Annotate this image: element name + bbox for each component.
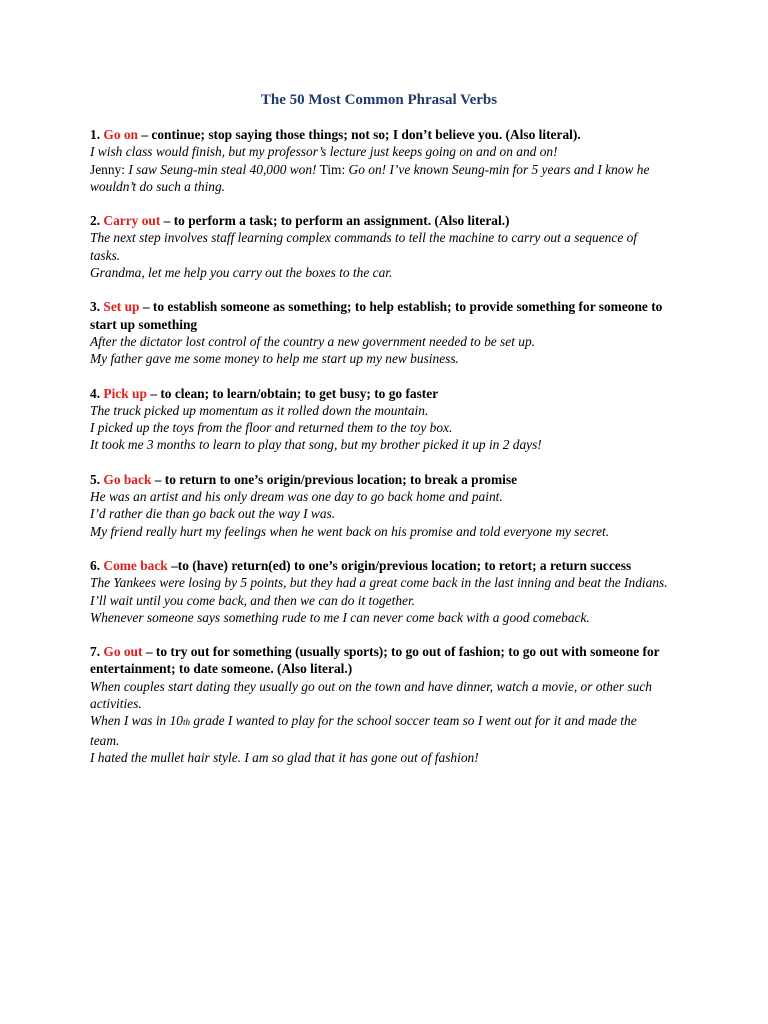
- example-sentence: I’d rather die than go back out the way I was.: [90, 506, 336, 522]
- example-sentence: My father gave me some money to help me start up my new business.: [90, 351, 459, 367]
- entry-go-back: [90, 471, 668, 540]
- entry-come-back: [90, 557, 668, 626]
- example-sentence: I hated the mullet hair style. I am so glad that it has gone out of fashion!: [90, 749, 479, 765]
- example-sentence: After the dictator lost control of the country a new government needed to be set up.: [90, 333, 536, 349]
- dialogue-speaker: Jenny:: [90, 161, 129, 177]
- entry-definition: – continue; stop saying those things; not so; I don’t believe you. (Also literal).: [138, 127, 581, 142]
- entry-heading: [90, 126, 668, 143]
- entry-carry-out: [90, 212, 668, 281]
- entry-definition: – to clean; to learn/obtain; to get busy; to go faster: [146, 385, 439, 401]
- entry-heading: [90, 557, 668, 574]
- grade-example-start: When I was in 10: [90, 713, 183, 729]
- example-sentence: The Yankees were losing by 5 points, but they had a great come back in the last inning and beat the Indians.: [90, 575, 668, 591]
- example-sentence: I picked up the toys from the floor and returned them to the toy box.: [90, 420, 453, 436]
- entry-definition: – to establish someone as something; to help establish; to provide something for someone to start up something: [90, 299, 663, 332]
- phrasal-verb: Go out: [103, 644, 143, 660]
- example-sentence: The next step involves staff learning complex commands to tell the machine to carry out a sequence of tasks.: [90, 230, 638, 263]
- phrasal-verb: Go on: [103, 127, 139, 142]
- dialogue-line: Go on! I’ve known Seung-min for 5 years and I know he wouldn’t do such a thing.: [90, 161, 650, 194]
- phrasal-verb: Set up: [103, 299, 140, 315]
- entry-definition: –to (have) return(ed) to one’s origin/previous location; to retort; a return success: [167, 557, 632, 573]
- example-sentence: It took me 3 months to learn to play that song, but my brother picked it up in 2 days!: [90, 437, 542, 453]
- entry-definition: – to perform a task; to perform an assignment. (Also literal.): [160, 213, 510, 229]
- dialogue-speaker: Tim:: [316, 161, 349, 177]
- example-sentence: He was an artist and his only dream was one day to go back home and paint.: [90, 489, 503, 505]
- entry-number: 6.: [90, 557, 101, 573]
- example-sentence: My friend really hurt my feelings when he went back on his promise and told everyone my secret.: [90, 523, 610, 539]
- entry-heading: [90, 385, 668, 402]
- entry-definition: – to return to one’s origin/previous location; to break a promise: [151, 471, 518, 487]
- example-sentence: Whenever someone says something rude to me I can never come back with a good comeback.: [90, 609, 590, 625]
- phrasal-verb: Pick up: [103, 385, 147, 401]
- entry-number: 7.: [90, 644, 101, 660]
- entry-set-up: [90, 298, 668, 367]
- entry-heading: [90, 471, 668, 488]
- ordinal-suffix: th: [182, 717, 190, 728]
- entry-go-on: [90, 126, 668, 195]
- entry-number: 2.: [90, 213, 101, 229]
- example-sentence: I’ll wait until you come back, and then we can do it together.: [90, 592, 416, 608]
- example-dialogue: [90, 161, 668, 196]
- example-sentence: I wish class would finish, but my professor’s lecture just keeps going on and on and on!: [90, 144, 558, 160]
- phrasal-verb: Come back: [103, 557, 168, 573]
- entry-go-out: [90, 643, 668, 766]
- entry-heading: [90, 212, 668, 229]
- entry-heading: [90, 643, 668, 678]
- example-sentence: [90, 712, 668, 749]
- entry-heading: [90, 298, 668, 333]
- example-sentence: When couples start dating they usually go out on the town and have dinner, watch a movie, or other such activities.: [90, 678, 652, 712]
- dialogue-line: I saw Seung-min steal 40,000 won!: [128, 161, 317, 177]
- entry-number: 3.: [90, 299, 101, 315]
- entry-number: 5.: [90, 471, 101, 487]
- example-sentence: Grandma, let me help you carry out the boxes to the car.: [90, 265, 393, 281]
- entry-number: 1.: [90, 127, 101, 142]
- grade-example-end: grade I wanted to play for the school soccer team so I went out for it and made the team.: [90, 713, 637, 748]
- page-title: The 50 Most Common Phrasal Verbs: [260, 92, 498, 108]
- phrasal-verb: Carry out: [103, 213, 161, 229]
- phrasal-verb: Go back: [103, 471, 152, 487]
- entry-definition: – to try out for something (usually sports); to go out of fashion; to go out with someone for entertainment; to date someone. (Also literal.): [90, 644, 660, 677]
- entry-pick-up: [90, 385, 668, 454]
- entry-number: 4.: [90, 385, 101, 401]
- example-sentence: The truck picked up momentum as it rolled down the mountain.: [90, 402, 429, 418]
